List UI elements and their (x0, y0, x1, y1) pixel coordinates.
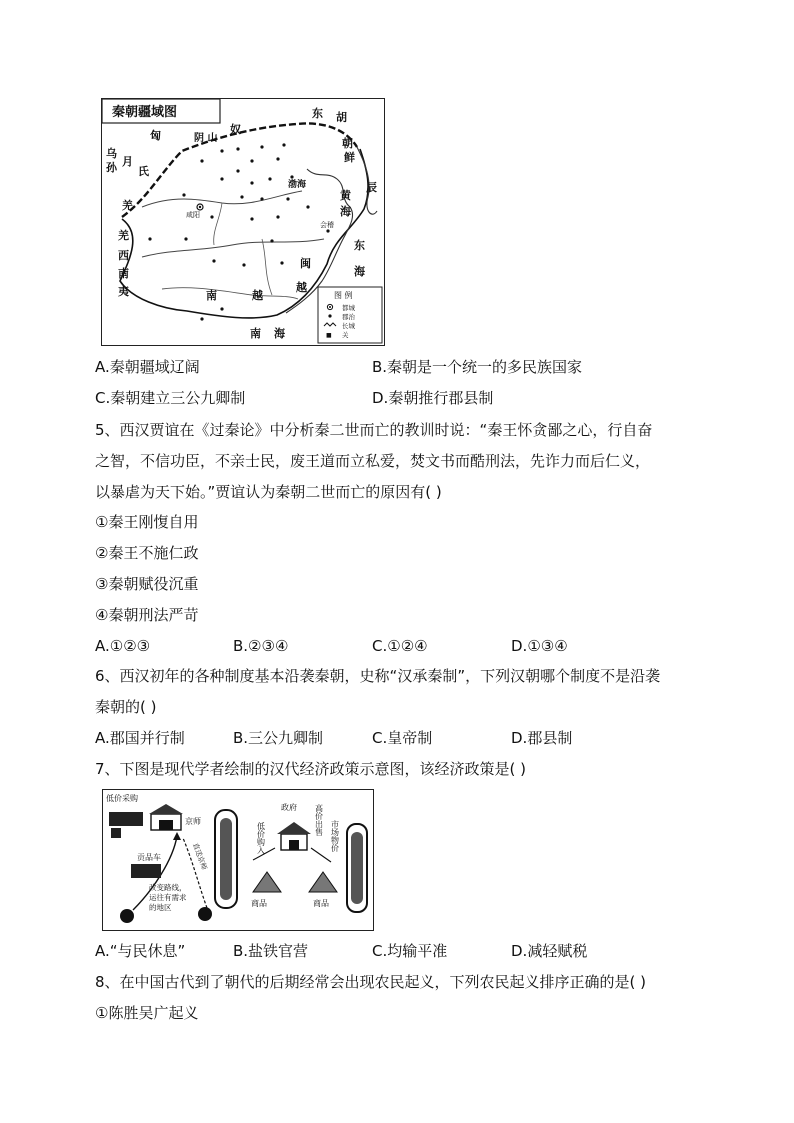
q6-stem-line2: 秦朝的( ) (95, 698, 157, 716)
label-kuaiji: 会稽 (320, 221, 334, 229)
label-nanhai-1: 南 (250, 327, 261, 340)
label-huanghai-1: 黄 (340, 189, 351, 202)
q7-option-d: D.减轻赋税 (511, 942, 588, 960)
q7-option-b: B.盐铁官营 (233, 942, 309, 960)
label-xiongnu-2: 奴 (230, 123, 241, 136)
label-change-route-3: 的地区 (149, 903, 172, 912)
label-sell-high: 高价出售 (314, 804, 324, 836)
svg-text:■: ■ (326, 332, 332, 339)
q7-option-a: A.“与民休息” (95, 942, 186, 960)
label-government: 政府 (281, 803, 297, 812)
q5-stem-line3: 以暴虐为天下始。”贾谊认为秦朝二世而亡的原因有( ) (95, 483, 442, 501)
label-xinan-2: 南 (118, 267, 129, 280)
q6-option-a: A.郡国并行制 (95, 729, 185, 747)
label-nanhai-2: 海 (274, 327, 285, 340)
label-capital: 京师 (185, 817, 201, 826)
label-xinan-1: 西 (118, 249, 129, 262)
q5-item-2: ②秦王不施仁政 (95, 544, 199, 562)
q4-option-a: A.秦朝疆域辽阔 (95, 358, 200, 376)
label-buy-low: 低价购入 (256, 822, 266, 854)
legend-item-pass: 关 (342, 331, 349, 339)
q5-stem-line1: 5、西汉贾谊在《过秦论》中分析秦二世而亡的教训时说：“秦王怀贪鄙之心，行自奋 (95, 421, 653, 439)
label-yuezhi-1: 月 (122, 155, 133, 168)
yangtze-river (142, 239, 324, 257)
label-wusun-1: 乌 (106, 147, 117, 160)
q8-stem: 8、在中国古代到了朝代的后期经常会出现农民起义，下列农民起义排序正确的是( ) (95, 973, 647, 991)
label-direct-to-capital: 直送京师 (191, 841, 209, 871)
map-legend (318, 287, 382, 343)
label-nanyue-1: 南 (206, 289, 217, 302)
q5-option-c: C.①②④ (372, 637, 428, 655)
q5-item-3: ③秦朝赋役沉重 (95, 575, 199, 593)
label-wusun-2: 孙 (106, 161, 117, 174)
q5-item-4: ④秦朝刑法严苛 (95, 606, 199, 624)
q5-option-d: D.①③④ (511, 637, 568, 655)
q4-option-c: C.秦朝建立三公九卿制 (95, 389, 246, 407)
label-donghu-2: 胡 (336, 111, 347, 124)
q6-option-b: B.三公九卿制 (233, 729, 324, 747)
label-chen: 辰 (366, 181, 377, 194)
label-market-price: 市场物价 (330, 820, 340, 852)
qin-territory-map (101, 98, 385, 346)
label-donghai-2: 海 (354, 265, 365, 278)
label-tribute-cart: 贡品车 (137, 853, 161, 862)
label-goods-2: 商品 (313, 899, 329, 908)
q6-option-d: D.郡县制 (511, 729, 573, 747)
q7-option-c: C.均输平准 (372, 942, 448, 960)
label-qiang-2: 羌 (118, 229, 129, 242)
label-huanghai-2: 海 (340, 205, 351, 218)
label-bohai: 渤海 (288, 180, 307, 190)
diagram-drawing (103, 790, 373, 930)
label-change-route-1: 改变路线， (149, 883, 187, 892)
label-chaoxian-1: 朝 (342, 137, 353, 150)
q6-option-c: C.皇帝制 (372, 729, 433, 747)
label-xinan-3: 夷 (118, 285, 129, 298)
q4-option-b: B.秦朝是一个统一的多民族国家 (372, 358, 583, 376)
map-title: 秦朝疆域图 (112, 105, 178, 120)
legend-item-commandery: 郡治 (342, 313, 355, 321)
q5-option-a: A.①②③ (95, 637, 151, 655)
label-low-price-purchase: 低价采购 (106, 794, 138, 803)
q7-stem: 7、下图是现代学者绘制的汉代经济政策示意图，该经济政策是( ) (95, 760, 527, 778)
q5-stem-line2: 之智，不信功臣，不亲士民，废王道而立私爱，焚文书而酷刑法，先诈力而后仁义， (95, 452, 651, 470)
legend-title: 图 例 (334, 291, 353, 300)
q6-stem-line1: 6、西汉初年的各种制度基本沿袭秦朝，史称“汉承秦制”，下列汉朝哪个制度不是沿袭 (95, 667, 661, 685)
q8-item-1: ①陈胜吴广起义 (95, 1004, 199, 1022)
q5-option-b: B.②③④ (233, 637, 289, 655)
label-donghai-1: 东 (354, 239, 365, 252)
label-xiongnu-1: 匈 (150, 129, 161, 142)
label-goods-1: 商品 (251, 899, 267, 908)
label-yinshan: 阴 山 (194, 133, 218, 144)
label-xianyang: 咸阳 (186, 211, 200, 219)
label-minyue-2: 越 (296, 281, 307, 294)
label-minyue-1: 闽 (300, 257, 311, 270)
legend-item-capital: 都城 (342, 304, 355, 312)
han-economic-policy-diagram (102, 789, 374, 931)
label-qiang-1: 羌 (122, 199, 133, 212)
map-drawing (102, 99, 384, 345)
label-chaoxian-2: 鲜 (344, 151, 355, 164)
label-nanyue-2: 越 (252, 289, 263, 302)
q5-item-1: ①秦王刚愎自用 (95, 513, 199, 531)
commandery-dots (148, 143, 329, 320)
label-change-route-2: 运往有需求 (149, 893, 187, 902)
label-donghu-1: 东 (312, 107, 323, 120)
label-yuezhi-2: 氏 (138, 165, 149, 178)
legend-item-wall: 长城 (342, 322, 355, 330)
q4-option-d: D.秦朝推行郡县制 (372, 389, 494, 407)
